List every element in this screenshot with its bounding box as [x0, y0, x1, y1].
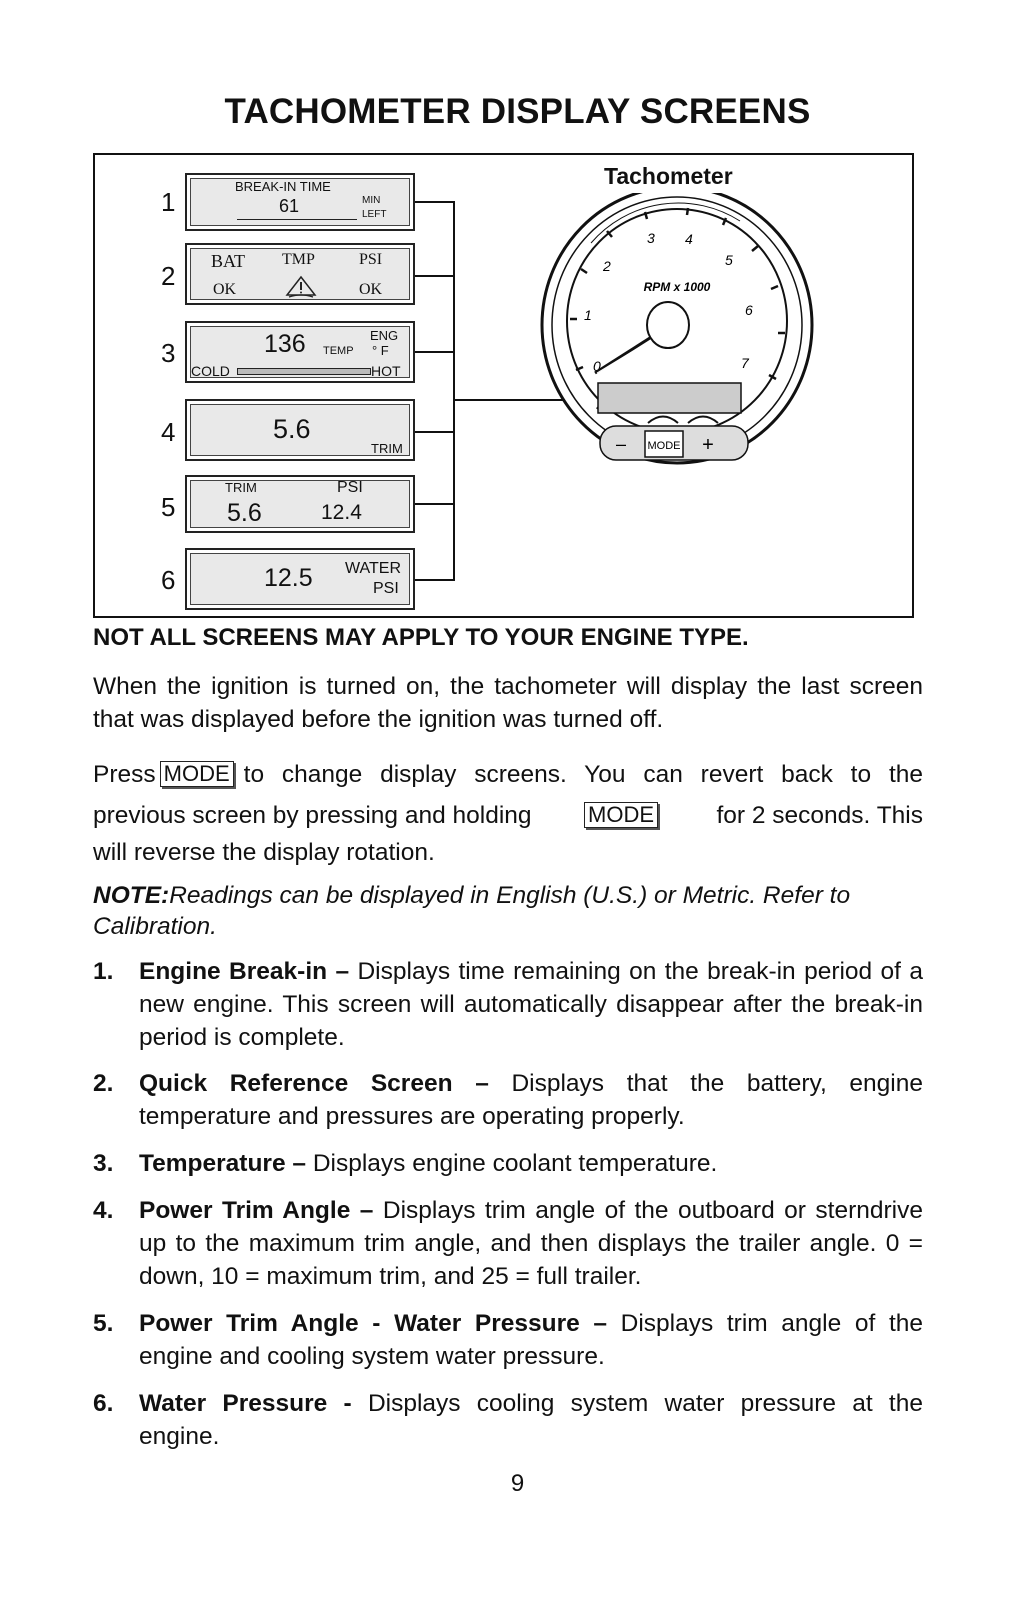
lcd-screen-temperature	[185, 321, 415, 383]
page-number: 9	[510, 1470, 525, 1497]
mode-key-icon: MODE	[160, 761, 234, 787]
screen-number-6: 6	[161, 565, 176, 595]
lcd-screen-trim-pressure	[185, 475, 415, 533]
bat-status: OK	[213, 281, 237, 298]
item-term: Quick Reference Screen –	[139, 1070, 489, 1097]
lcd-screen-water-pressure	[185, 548, 415, 610]
mode-text-4: will reverse the display rotation.	[93, 839, 435, 866]
item-number: 2.	[93, 1070, 114, 1097]
item-description: Displays time remaining on the break-in period of a new engine. This screen will automatically disappear after the break-in period is complete.	[139, 958, 923, 1051]
break-in-unit-left: LEFT	[362, 209, 387, 220]
trim-label: TRIM	[371, 441, 403, 456]
screen-number-3: 3	[161, 338, 176, 368]
screen-number-5: 5	[161, 492, 176, 522]
psi-label: PSI	[359, 251, 383, 268]
note-label: NOTE:	[93, 882, 170, 909]
rpm-scale-label: RPM x 1000	[643, 280, 711, 294]
item-number: 3.	[93, 1150, 114, 1177]
bat-label: BAT	[211, 251, 246, 271]
screen-number-4: 4	[161, 417, 176, 447]
item-term: Engine Break-in –	[139, 958, 350, 985]
connector-line	[415, 503, 455, 505]
mode-paragraph	[93, 754, 923, 869]
break-in-bar	[237, 219, 357, 220]
item-number: 1.	[93, 958, 114, 985]
display-screens-figure	[93, 153, 914, 618]
note-text: Readings can be displayed in English (U.S.) or Metric. Refer to Calibration.	[93, 882, 851, 940]
hot-label: HOT	[371, 363, 401, 379]
tachometer-gauge	[535, 193, 825, 493]
water-psi-label: PSI	[373, 580, 399, 597]
break-in-value: 61	[279, 196, 300, 216]
trim-value-screen5: 5.6	[227, 499, 262, 527]
item-number: 5.	[93, 1310, 114, 1337]
connector-bracket	[453, 201, 455, 581]
mode-paragraph-line-1	[93, 754, 923, 794]
item-description: Displays that the battery, engine temperature and pressures are operating properly.	[139, 1070, 923, 1130]
connector-line	[415, 431, 455, 433]
cold-label: COLD	[191, 363, 230, 379]
lcd-screen-quick-reference	[185, 243, 415, 305]
item-term: Power Trim Angle - Water Pressure –	[139, 1310, 608, 1337]
tachometer-label: Tachometer	[604, 163, 733, 189]
break-in-title: BREAK-IN TIME	[235, 179, 331, 194]
connector-line	[415, 579, 455, 581]
connector-line	[415, 275, 455, 277]
psi-value-screen5: 12.4	[321, 501, 362, 524]
ignition-paragraph: When the ignition is turned on, the tachometer will display the last screen that was displayed before the ignition was turned off.	[93, 673, 923, 733]
dial-number: 1	[584, 307, 592, 323]
item-term: Power Trim Angle –	[139, 1197, 374, 1224]
screen-number-1: 1	[161, 187, 176, 217]
temp-label: TEMP	[323, 345, 354, 357]
tmp-label: TMP	[282, 251, 315, 268]
temperature-value: 136	[264, 330, 306, 358]
eng-label: ENG	[370, 328, 399, 343]
break-in-unit-min: MIN	[362, 195, 381, 206]
item-term: Water Pressure -	[139, 1390, 352, 1417]
press-text: Press	[93, 760, 156, 788]
lcd-screen-break-in	[185, 173, 415, 231]
lcd-screen-trim	[185, 399, 415, 461]
mode-text-3: for 2 seconds. This	[716, 801, 923, 829]
mode-text-1: to change display screens. You can revert back to the	[243, 760, 923, 788]
dial-number: 7	[741, 355, 749, 371]
engine-type-warning: NOT ALL SCREENS MAY APPLY TO YOUR ENGINE TYPE.	[93, 624, 749, 651]
dial-number: 5	[725, 252, 733, 268]
warning-icon	[283, 275, 319, 299]
connector-line	[415, 351, 455, 353]
psi-label-screen5: PSI	[337, 479, 363, 496]
item-description: Displays cooling system water pressure at the engine.	[139, 1390, 923, 1450]
mode-button: MODE	[647, 440, 681, 452]
psi-status: OK	[359, 281, 383, 298]
minus-button: –	[615, 434, 627, 454]
trim-label-screen5: TRIM	[225, 480, 257, 495]
dial-number: 4	[685, 231, 693, 247]
screen-number-2: 2	[161, 261, 176, 291]
water-label: WATER	[345, 560, 401, 577]
dial-number: 0	[593, 358, 601, 374]
connector-line	[415, 201, 455, 203]
note-paragraph	[93, 880, 923, 942]
mode-paragraph-line-2	[93, 794, 923, 836]
dial-number: 3	[647, 230, 655, 246]
item-description: Displays engine coolant temperature.	[306, 1150, 718, 1177]
item-term: Temperature –	[139, 1150, 307, 1177]
trim-value: 5.6	[273, 414, 311, 444]
item-description: Displays trim angle of the engine and cooling system water pressure.	[139, 1310, 923, 1370]
mode-key-icon: MODE	[584, 802, 658, 828]
mode-text-2: previous screen by pressing and holding	[93, 801, 532, 829]
temperature-bar	[237, 368, 371, 375]
page-title: TACHOMETER DISPLAY SCREENS	[224, 92, 811, 131]
item-number: 6.	[93, 1390, 114, 1417]
plus-button: +	[702, 434, 714, 456]
dial-number: 6	[745, 302, 753, 318]
fahrenheit-label: ° F	[372, 343, 389, 358]
water-pressure-value: 12.5	[264, 564, 313, 592]
item-description: Displays trim angle of the outboard or sterndrive up to the maximum trim angle, and then displays the trailer angle. 0 = down, 10 = maximum trim, and 25 = full trailer.	[139, 1197, 923, 1290]
dial-number: 2	[603, 258, 611, 274]
item-number: 4.	[93, 1197, 114, 1224]
